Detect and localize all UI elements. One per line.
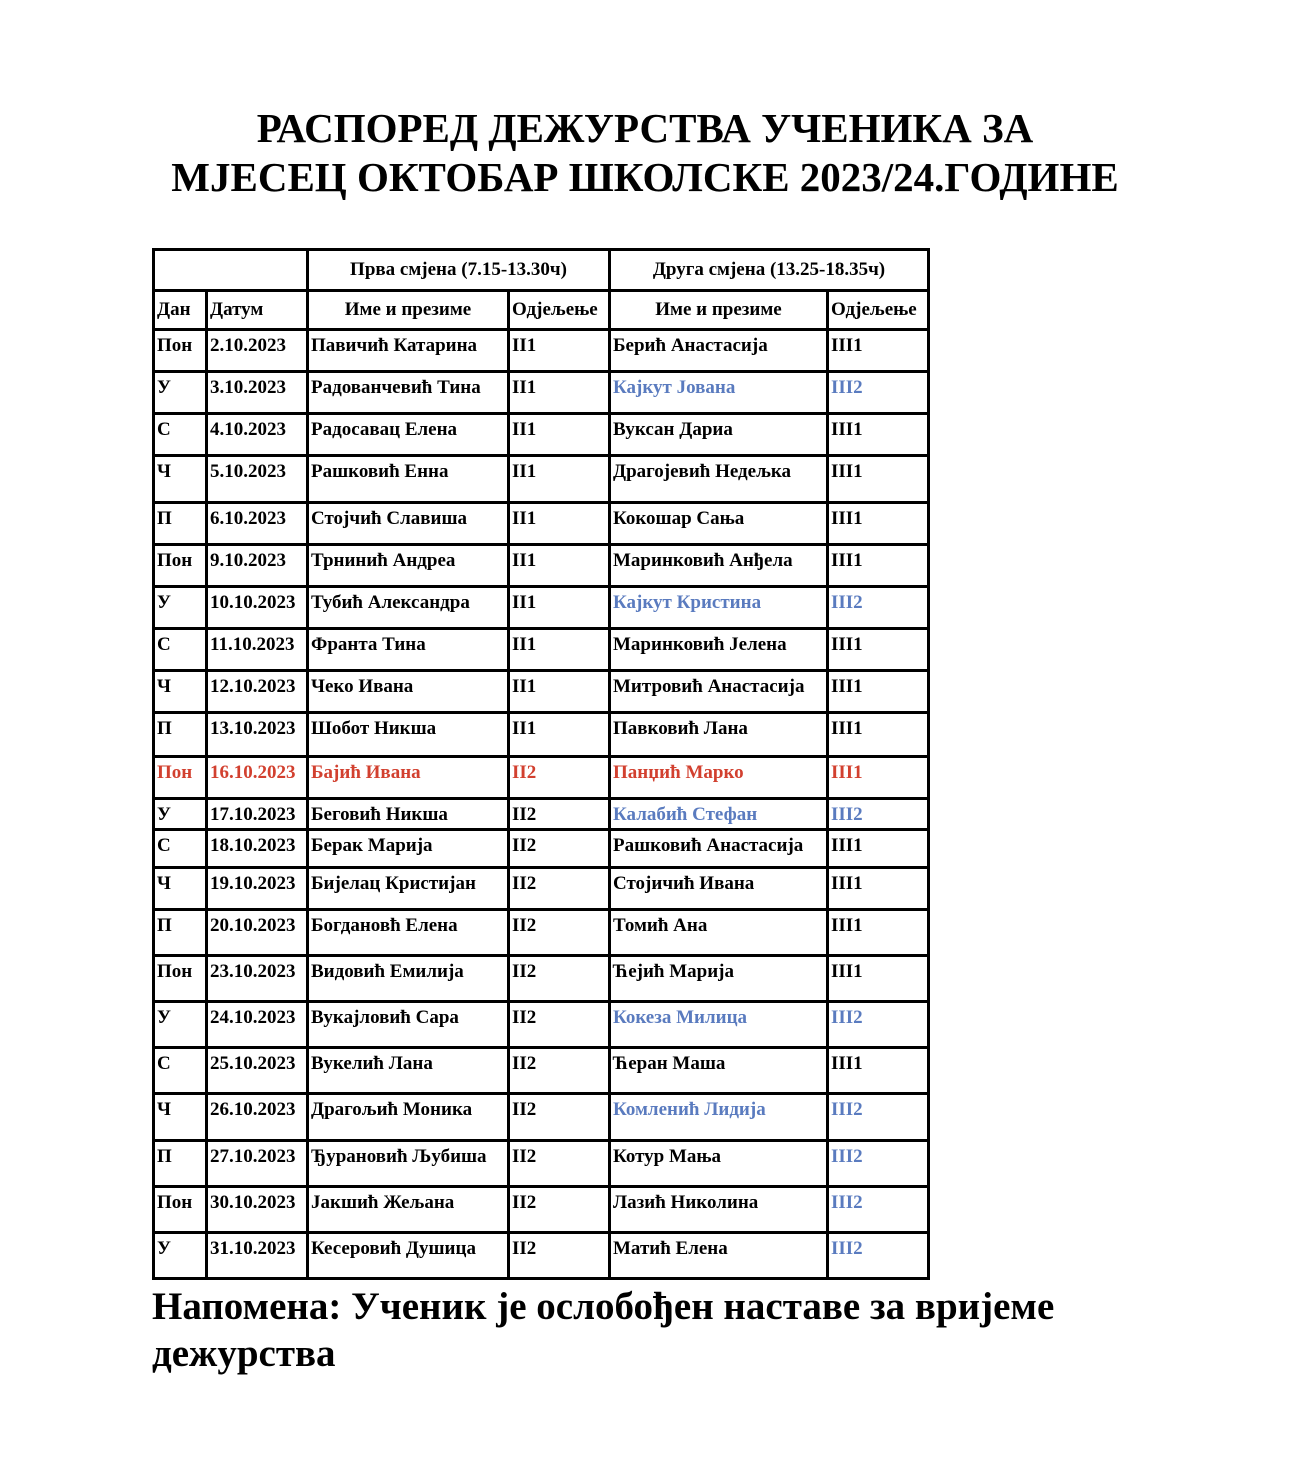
table-row [154,757,929,799]
row-class-first: II2 [509,1048,610,1094]
row-date: 19.10.2023 [207,868,308,910]
table-row [154,868,929,910]
row-day: С [154,1048,207,1094]
row-name-first: Франта Тина [308,629,509,671]
row-name-first: Трнинић Андреа [308,545,509,587]
row-name-second: Кокошар Сања [610,503,828,545]
row-day: П [154,1141,207,1187]
page-title [0,104,1290,202]
row-class-second: III1 [828,629,929,671]
row-name-first: Чеко Ивана [308,671,509,713]
row-name-first: Тубић Александра [308,587,509,629]
row-date: 23.10.2023 [207,956,308,1002]
row-class-second: III1 [828,456,929,503]
col-header-class-second: Одјељење [828,291,929,330]
row-name-first: Кесеровић Душица [308,1233,509,1279]
row-name-second: Павковић Лана [610,713,828,757]
table-row [154,503,929,545]
row-class-first: II1 [509,629,610,671]
row-class-first: II2 [509,1002,610,1048]
row-day: Пон [154,1187,207,1233]
row-day: Ч [154,868,207,910]
row-date: 12.10.2023 [207,671,308,713]
row-name-first: Беговић Никша [308,799,509,830]
row-date: 10.10.2023 [207,587,308,629]
table-row [154,1187,929,1233]
row-class-second: III1 [828,868,929,910]
row-name-second: Стојичић Ивана [610,868,828,910]
col-header-date: Датум [207,291,308,330]
row-day: У [154,587,207,629]
row-class-first: II2 [509,1233,610,1279]
row-name-second: Ћејић Марија [610,956,828,1002]
row-name-second: Кајкут Јована [610,372,828,414]
row-name-second: Рашковић Анастасија [610,830,828,868]
row-name-first: Павичић Катарина [308,330,509,372]
row-class-second: III2 [828,799,929,830]
row-class-second: III2 [828,1187,929,1233]
row-date: 17.10.2023 [207,799,308,830]
row-name-second: Комленић Лидија [610,1094,828,1141]
row-day: П [154,910,207,956]
row-name-first: Драгољић Моника [308,1094,509,1141]
row-name-second: Вуксан Дариа [610,414,828,456]
row-class-first: II2 [509,910,610,956]
row-class-second: III2 [828,587,929,629]
row-class-second: III1 [828,830,929,868]
row-date: 9.10.2023 [207,545,308,587]
table-row [154,1094,929,1141]
row-class-second: III2 [828,1233,929,1279]
row-class-second: III2 [828,1141,929,1187]
row-day: Ч [154,1094,207,1141]
row-class-second: III2 [828,372,929,414]
table-row [154,1002,929,1048]
row-class-first: II2 [509,1141,610,1187]
row-name-second: Котур Мања [610,1141,828,1187]
row-class-first: II1 [509,330,610,372]
table-row [154,629,929,671]
second-shift-header: Друга смјена (13.25-18.35ч) [610,250,929,291]
row-date: 6.10.2023 [207,503,308,545]
row-name-second: Лазић Николина [610,1187,828,1233]
row-class-first: II2 [509,830,610,868]
row-class-second: III1 [828,414,929,456]
col-header-name-first: Име и презиме [308,291,509,330]
col-header-name-second: Име и презиме [610,291,828,330]
row-name-first: Видовић Емилија [308,956,509,1002]
row-name-second: Матић Елена [610,1233,828,1279]
table-row [154,799,929,830]
shift-header-row [154,250,929,291]
row-day: Ч [154,671,207,713]
row-class-second: III2 [828,1002,929,1048]
row-class-first: II1 [509,372,610,414]
row-class-second: III1 [828,671,929,713]
row-class-second: III1 [828,545,929,587]
table-row [154,910,929,956]
row-date: 4.10.2023 [207,414,308,456]
row-date: 26.10.2023 [207,1094,308,1141]
row-day: Ч [154,456,207,503]
col-header-class-first: Одјељење [509,291,610,330]
table-row [154,1233,929,1279]
row-date: 2.10.2023 [207,330,308,372]
row-date: 31.10.2023 [207,1233,308,1279]
row-class-second: III1 [828,910,929,956]
row-date: 20.10.2023 [207,910,308,956]
row-name-first: Берак Марија [308,830,509,868]
row-date: 30.10.2023 [207,1187,308,1233]
row-class-second: III1 [828,757,929,799]
row-day: Пон [154,956,207,1002]
first-shift-header: Прва смјена (7.15-13.30ч) [308,250,610,291]
table-row [154,1141,929,1187]
row-name-first: Радованчевић Тина [308,372,509,414]
row-name-first: Вукелић Лана [308,1048,509,1094]
row-class-second: III1 [828,1048,929,1094]
row-name-second: Ћеран Маша [610,1048,828,1094]
row-name-second: Маринковић Анђела [610,545,828,587]
row-date: 5.10.2023 [207,456,308,503]
table-row [154,713,929,757]
row-day: П [154,503,207,545]
row-name-first: Ђурановић Љубиша [308,1141,509,1187]
row-class-first: II2 [509,799,610,830]
table-row [154,671,929,713]
col-header-day: Дан [154,291,207,330]
row-date: 27.10.2023 [207,1141,308,1187]
row-day: У [154,1233,207,1279]
table-row [154,956,929,1002]
table-row [154,330,929,372]
row-name-second: Кокеза Милица [610,1002,828,1048]
row-day: Пон [154,330,207,372]
row-date: 18.10.2023 [207,830,308,868]
shift-header-empty [154,250,308,291]
row-class-first: II1 [509,545,610,587]
row-date: 13.10.2023 [207,713,308,757]
row-day: У [154,799,207,830]
row-name-first: Рашковић Енна [308,456,509,503]
row-class-first: II1 [509,414,610,456]
row-day: С [154,629,207,671]
table-row [154,456,929,503]
row-name-first: Радосавац Елена [308,414,509,456]
row-day: Пон [154,757,207,799]
row-name-first: Стојчић Славиша [308,503,509,545]
table-row [154,372,929,414]
row-name-first: Богдановћ Елена [308,910,509,956]
row-name-first: Јакшић Жељана [308,1187,509,1233]
row-class-first: II2 [509,757,610,799]
row-day: У [154,372,207,414]
row-name-second: Томић Ана [610,910,828,956]
title-line-2: МЈЕСЕЦ ОКТОБАР ШКОЛСКЕ 2023/24.ГОДИНЕ [171,154,1119,200]
row-name-second: Калабић Стефан [610,799,828,830]
row-class-second: III1 [828,330,929,372]
row-class-first: II2 [509,868,610,910]
row-day: У [154,1002,207,1048]
row-name-first: Бијелац Кристијан [308,868,509,910]
row-name-second: Митровић Анастасија [610,671,828,713]
duty-schedule-table [152,248,930,1280]
row-class-second: III1 [828,956,929,1002]
row-name-second: Панџић Марко [610,757,828,799]
row-class-second: III2 [828,1094,929,1141]
table-row [154,587,929,629]
row-name-second: Кајкут Кристина [610,587,828,629]
note-text: Напомена: Ученик је ослобођен наставе за вријеме дежурства [152,1285,1055,1375]
row-class-first: II2 [509,1094,610,1141]
row-class-first: II1 [509,587,610,629]
row-name-first: Шобот Никша [308,713,509,757]
row-class-first: II1 [509,503,610,545]
row-date: 25.10.2023 [207,1048,308,1094]
row-class-first: II1 [509,456,610,503]
row-day: Пон [154,545,207,587]
row-date: 11.10.2023 [207,629,308,671]
table-row [154,830,929,868]
row-date: 3.10.2023 [207,372,308,414]
row-class-first: II2 [509,956,610,1002]
row-day: С [154,830,207,868]
row-class-second: III1 [828,503,929,545]
row-class-first: II2 [509,1187,610,1233]
row-name-second: Берић Анастасија [610,330,828,372]
row-class-first: II1 [509,671,610,713]
row-class-second: III1 [828,713,929,757]
table-row [154,1048,929,1094]
row-day: С [154,414,207,456]
row-name-first: Вукајловић Сара [308,1002,509,1048]
title-line-1: РАСПОРЕД ДЕЖУРСТВА УЧЕНИКА ЗА [256,105,1034,151]
row-name-second: Маринковић Јелена [610,629,828,671]
row-name-first: Бајић Ивана [308,757,509,799]
row-date: 24.10.2023 [207,1002,308,1048]
table-row [154,545,929,587]
row-class-first: II1 [509,713,610,757]
row-day: П [154,713,207,757]
row-date: 16.10.2023 [207,757,308,799]
column-header-row [154,291,929,330]
row-name-second: Драгојевић Недељка [610,456,828,503]
table-row [154,414,929,456]
